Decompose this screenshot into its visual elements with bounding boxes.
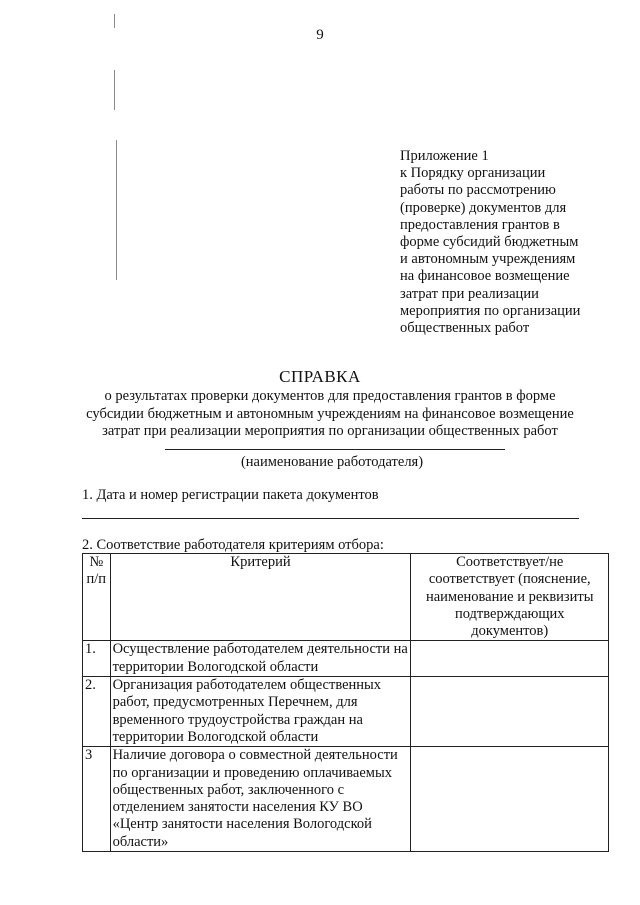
criterion-line: Организация работодателем общественных [112,677,382,694]
header-match-line: Соответствует/не [456,554,564,570]
subtitle-line: субсидии бюджетным и автономным учреждениям на финансовое возмещение [86,405,574,422]
registration-field-line [82,518,579,519]
criterion-line: временного трудоустройства граждан на [112,711,363,728]
appendix-line: общественных работ [400,320,530,337]
appendix-line: и автономным учреждениям [400,251,576,268]
appendix-line: Приложение 1 [400,148,489,164]
criteria-item-label: 2. Соответствие работодателя критериям отбора: [82,537,384,553]
row-criterion [110,641,411,677]
table-row [83,641,609,677]
appendix-line: работы по рассмотрению [400,182,556,199]
criterion-line: территории Вологодской области [112,658,319,675]
header-match-line: соответствует (пояснение, [428,571,591,588]
row-match-cell [411,747,609,852]
scan-artifact-mark [116,140,117,280]
document-subtitle [60,388,600,441]
registration-item-label: 1. Дата и номер регистрации пакета документов [82,487,379,503]
header-number-line: п/п [86,571,107,588]
header-match [411,554,609,641]
criterion-line: Наличие договора о совместной деятельности [112,747,398,764]
employer-name-field-line [165,449,505,450]
criterion-line: отделением занятости населения КУ ВО [112,799,363,816]
header-match-line: подтверждающих [454,605,565,622]
appendix-line: (проверке) документов для [400,199,567,216]
row-match-cell [411,641,609,677]
scan-artifact-mark [114,14,115,28]
table-header-row [83,554,609,641]
header-match-line: наименование и реквизиты [425,588,594,605]
criterion-line: территории Вологодской области [112,728,319,745]
row-number: 3 [83,747,111,852]
criterion-line: «Центр занятости населения Вологодской [112,816,372,833]
criterion-line: Осуществление работодателем деятельности на [112,641,408,658]
row-number: 2. [83,677,111,747]
appendix-line: предоставления грантов в [400,216,560,233]
row-criterion [110,747,411,852]
page-number: 9 [316,27,324,43]
appendix-line: мероприятия по организации [400,302,581,319]
appendix-line: затрат при реализации [400,285,539,302]
header-criterion: Критерий [110,554,411,641]
header-number [83,554,111,641]
employer-name-caption: (наименование работодателя) [240,454,424,470]
row-match-cell [411,677,609,747]
criterion-line: по организации и проведению оплачиваемых [112,764,392,781]
subtitle-line: затрат при реализации мероприятия по организации общественных работ [102,423,558,439]
header-match-line: документов) [471,623,549,640]
appendix-line: на финансовое возмещение [400,268,570,285]
row-criterion [110,677,411,747]
appendix-line: форме субсидий бюджетным [400,234,579,251]
appendix-line: к Порядку организации [400,165,546,182]
scan-artifact-mark [114,70,115,110]
criteria-table [82,553,609,852]
appendix-block [400,148,600,337]
document-title: СПРАВКА [279,367,361,386]
criterion-line: работ, предусмотренных Перечнем, для [112,694,358,711]
criterion-line: области» [112,833,169,850]
table-row [83,677,609,747]
subtitle-line: о результатах проверки документов для предоставления грантов в форме [104,388,556,404]
criterion-line: общественных работ, заключенного с [112,781,345,798]
header-number-line: № [89,554,104,570]
table-row [83,747,609,852]
row-number: 1. [83,641,111,677]
